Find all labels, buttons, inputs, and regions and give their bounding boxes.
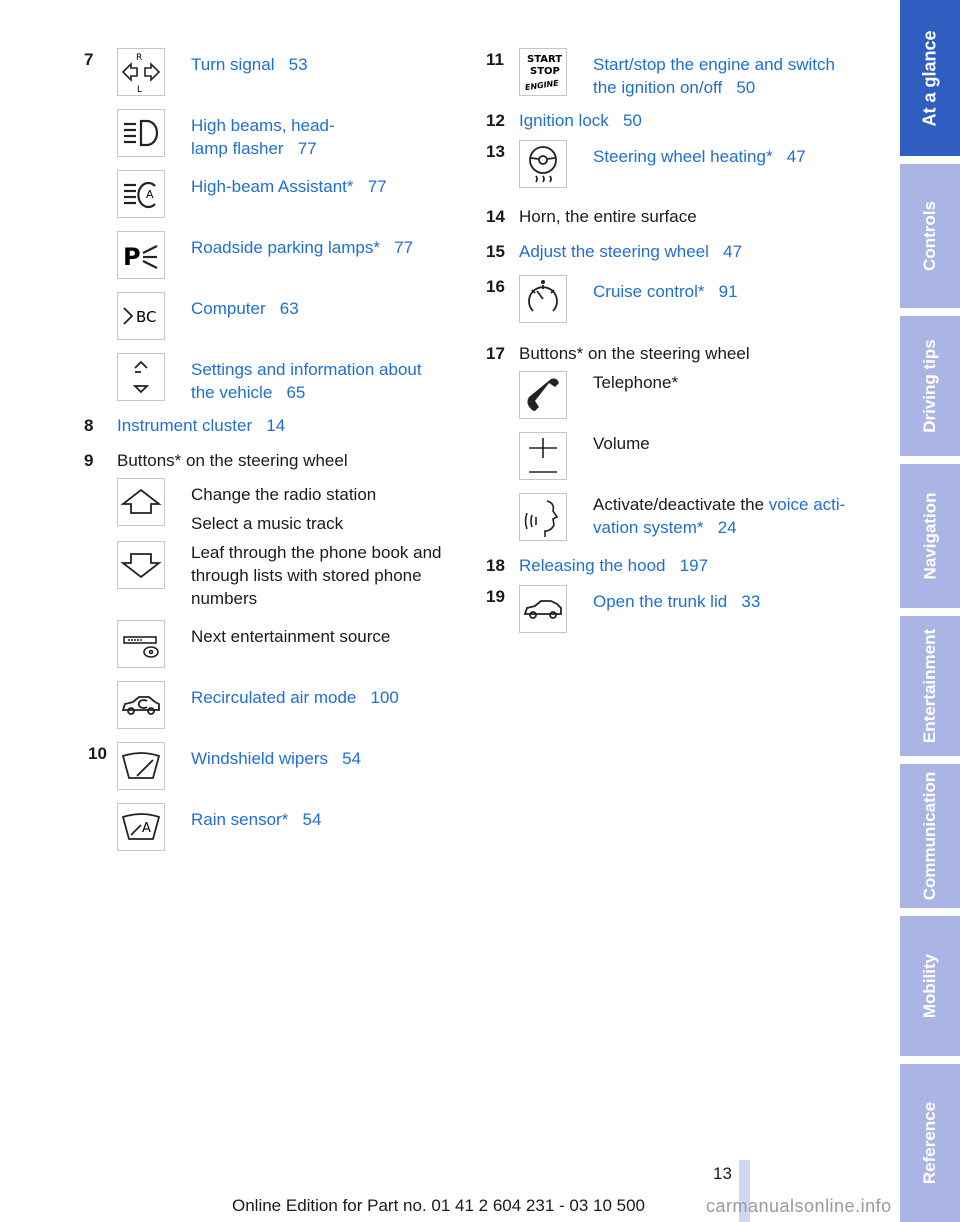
left-column xyxy=(84,48,444,864)
telephone-text: Telephone* xyxy=(593,373,679,392)
item-13 xyxy=(486,140,846,191)
item-number: 8 xyxy=(84,416,94,435)
watermark: carmanualsonline.info xyxy=(706,1196,892,1216)
item-number: 12 xyxy=(486,111,505,130)
trunk-lid-link[interactable]: Open the trunk lid 33 xyxy=(593,592,761,611)
list-item xyxy=(84,620,444,671)
item-number: 14 xyxy=(486,207,505,226)
svg-text:R: R xyxy=(136,53,143,63)
voice-activation-text xyxy=(593,493,846,539)
tab-reference[interactable]: Reference xyxy=(900,1064,960,1222)
item-12 xyxy=(486,109,846,132)
list-item xyxy=(84,478,444,535)
item-number: 17 xyxy=(486,344,505,363)
tab-entertainment[interactable]: Entertainment xyxy=(900,616,960,756)
list-item xyxy=(84,541,444,610)
radio-station-text: Change the radio station xyxy=(191,485,377,504)
list-item xyxy=(84,681,444,732)
item-number: 16 xyxy=(486,277,505,296)
up-down-arrows-icon xyxy=(117,353,165,401)
steering-heating-icon xyxy=(519,140,567,188)
voice-activation-link[interactable]: voice acti- vation system* 24 xyxy=(593,495,846,537)
list-item xyxy=(486,48,846,99)
list-item xyxy=(486,585,846,636)
list-item xyxy=(486,493,846,544)
recirculated-air-icon xyxy=(117,681,165,729)
volume-text: Volume xyxy=(593,434,650,453)
list-item xyxy=(486,432,846,483)
rain-sensor-link[interactable]: Rain sensor* 54 xyxy=(191,810,322,829)
voice-activation-plain: Activate/deactivate the xyxy=(593,495,769,514)
list-item xyxy=(84,48,444,99)
tab-driving-tips[interactable]: Driving tips xyxy=(900,316,960,456)
item-number: 7 xyxy=(84,50,94,69)
turn-signal-link[interactable]: Turn signal 53 xyxy=(191,55,308,74)
high-beam-icon xyxy=(117,109,165,157)
tab-mobility[interactable]: Mobility xyxy=(900,916,960,1056)
tab-navigation[interactable]: Navigation xyxy=(900,464,960,608)
windshield-wipers-link[interactable]: Windshield wipers 54 xyxy=(191,749,362,768)
list-item xyxy=(84,109,444,160)
section-sidebar xyxy=(900,0,960,1222)
item-19 xyxy=(486,585,846,636)
item-number: 11 xyxy=(486,50,504,69)
item-number: 19 xyxy=(486,587,505,606)
item-18 xyxy=(486,554,846,577)
svg-text:L: L xyxy=(137,85,143,94)
tab-communication[interactable]: Communication xyxy=(900,764,960,908)
horn-text: Horn, the entire surface xyxy=(519,207,697,226)
svg-text:START: START xyxy=(527,54,563,65)
list-item xyxy=(84,170,444,221)
item-9-heading xyxy=(84,449,444,472)
svg-text:P: P xyxy=(123,243,141,271)
svg-text:A: A xyxy=(146,188,154,201)
item-14 xyxy=(486,205,846,228)
voice-activation-icon xyxy=(519,493,567,541)
recirculated-air-link[interactable]: Recirculated air mode 100 xyxy=(191,688,399,707)
svg-text:ENGINE: ENGINE xyxy=(524,78,560,93)
item-7 xyxy=(84,48,444,404)
computer-bc-icon xyxy=(117,292,165,340)
start-stop-link[interactable]: Start/stop the engine and switch the ignition on/off 50 xyxy=(593,55,835,97)
volume-icon xyxy=(519,432,567,480)
high-beam-assistant-link[interactable]: High-beam Assistant* 77 xyxy=(191,177,387,196)
item-15 xyxy=(486,240,846,263)
ignition-lock-link[interactable]: Ignition lock 50 xyxy=(519,111,642,130)
list-item xyxy=(486,140,846,191)
settings-link[interactable]: Settings and information about the vehicle 65 xyxy=(191,360,422,402)
releasing-hood-link[interactable]: Releasing the hood 197 xyxy=(519,556,709,575)
music-track-text: Select a music track xyxy=(191,514,344,533)
item-9 xyxy=(84,449,444,732)
start-stop-icon xyxy=(519,48,567,96)
list-item xyxy=(84,742,444,793)
list-item xyxy=(84,292,444,343)
item-17 xyxy=(486,342,846,544)
item-11 xyxy=(486,48,846,99)
page-number: 13 xyxy=(713,1164,732,1183)
cruise-control-link[interactable]: Cruise control* 91 xyxy=(593,282,738,301)
item-9-text: Buttons* on the steering wheel xyxy=(117,451,348,470)
adjust-steering-link[interactable]: Adjust the steering wheel 47 xyxy=(519,242,743,261)
item-number: 9 xyxy=(84,451,94,470)
entertainment-source-icon xyxy=(117,620,165,668)
item-number: 15 xyxy=(486,242,505,261)
parking-lamp-icon xyxy=(117,231,165,279)
tab-controls[interactable]: Controls xyxy=(900,164,960,308)
right-column xyxy=(486,48,846,646)
item-number: 10 xyxy=(88,744,107,763)
svg-text:BC: BC xyxy=(136,308,157,326)
item-16 xyxy=(486,275,846,326)
list-item xyxy=(486,275,846,326)
svg-text:A: A xyxy=(142,821,151,836)
rain-sensor-icon xyxy=(117,803,165,851)
parking-lamps-link[interactable]: Roadside parking lamps* 77 xyxy=(191,238,414,257)
telephone-icon xyxy=(519,371,567,419)
entertainment-source-text: Next entertainment source xyxy=(191,627,391,646)
phone-book-text: Leaf through the phone book and through lists with stored phone numbers xyxy=(191,543,442,608)
item-number: 13 xyxy=(486,142,505,161)
item-10 xyxy=(84,742,444,854)
steering-heating-link[interactable]: Steering wheel heating* 47 xyxy=(593,147,806,166)
item-8 xyxy=(84,414,444,437)
high-beam-link[interactable]: High beams, head- lamp flasher 77 xyxy=(191,116,335,158)
cruise-control-icon xyxy=(519,275,567,323)
item-number: 18 xyxy=(486,556,505,575)
tab-at-a-glance[interactable]: At a glance xyxy=(900,0,960,156)
svg-text:STOP: STOP xyxy=(530,66,560,77)
list-item xyxy=(84,803,444,854)
list-item xyxy=(486,371,846,422)
instrument-cluster-link[interactable]: Instrument cluster 14 xyxy=(117,416,286,435)
item-17-text: Buttons* on the steering wheel xyxy=(519,344,750,363)
high-beam-assistant-icon xyxy=(117,170,165,218)
computer-link[interactable]: Computer 63 xyxy=(191,299,299,318)
arrow-up-text xyxy=(191,478,444,535)
item-17-heading xyxy=(486,342,846,365)
arrow-up-icon xyxy=(117,478,165,526)
list-item xyxy=(84,353,444,404)
list-item xyxy=(84,231,444,282)
turn-signal-icon xyxy=(117,48,165,96)
footer-text: Online Edition for Part no. 01 41 2 604 231 - 03 10 500 xyxy=(232,1196,646,1215)
arrow-down-icon xyxy=(117,541,165,589)
trunk-lid-icon xyxy=(519,585,567,633)
windshield-wiper-icon xyxy=(117,742,165,790)
